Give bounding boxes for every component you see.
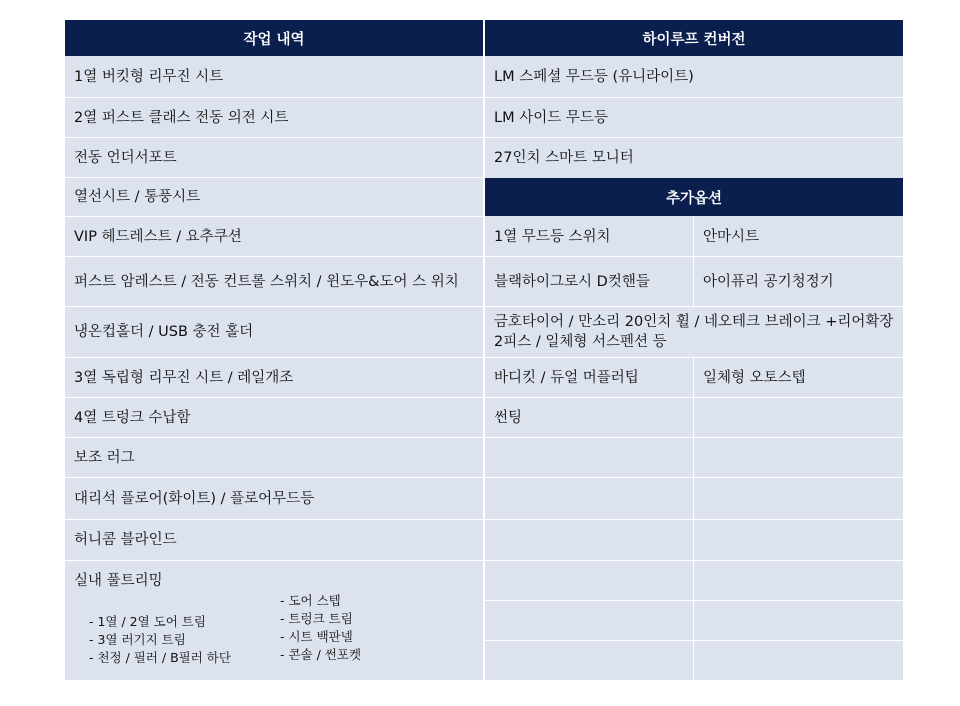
trim-item: - 콘솔 / 썬포켓 bbox=[280, 647, 362, 662]
work-item bbox=[65, 520, 483, 560]
trim-item: - 천정 / 필러 / B필러 하단 bbox=[89, 650, 231, 665]
work-item bbox=[65, 307, 483, 357]
work-item-label: 4열 트렁크 수납함 bbox=[74, 409, 191, 426]
work-list-header-label: 작업 내역 bbox=[243, 31, 305, 48]
work-item bbox=[65, 98, 483, 137]
high-roof-item bbox=[485, 57, 903, 97]
row-divider bbox=[485, 640, 903, 641]
option-label: 안마시트 bbox=[703, 228, 760, 245]
option-item bbox=[485, 217, 693, 256]
trim-item: - 트렁크 트림 bbox=[280, 611, 353, 626]
work-item bbox=[65, 257, 483, 306]
high-roof-item bbox=[485, 98, 903, 137]
high-roof-header-label: 하이루프 컨버전 bbox=[642, 31, 746, 48]
high-roof-header bbox=[485, 20, 903, 56]
trim-item: - 3열 러기지 트림 bbox=[89, 632, 186, 647]
high-roof-item bbox=[485, 138, 903, 178]
work-item-label: 1열 버킷형 리무진 시트 bbox=[74, 69, 224, 85]
work-item-label: 전동 언더서포트 bbox=[74, 149, 177, 166]
trim-item: - 시트 백판넬 bbox=[280, 629, 353, 644]
work-item bbox=[65, 398, 483, 437]
option-item bbox=[694, 358, 903, 397]
spec-table bbox=[65, 20, 903, 680]
high-roof-item-label: LM 스페셜 무드등 (유니라이트) bbox=[494, 69, 694, 85]
work-item bbox=[65, 217, 483, 256]
options-header bbox=[485, 178, 903, 216]
high-roof-item-label: 27인치 스마트 모니터 bbox=[494, 150, 634, 166]
work-item-label: VIP 헤드레스트 / 요추쿠션 bbox=[74, 228, 242, 245]
options-header-label: 추가옵션 bbox=[665, 190, 723, 207]
option-label: 바디킷 / 듀얼 머플러팁 bbox=[494, 369, 639, 386]
option-label: 썬팅 bbox=[494, 409, 523, 426]
row-divider bbox=[485, 477, 903, 478]
work-item-label: 대리석 플로어(화이트) / 플로어무드등 bbox=[74, 490, 315, 507]
high-roof-item-label: LM 사이드 무드등 bbox=[494, 109, 608, 126]
option-item bbox=[694, 217, 903, 256]
work-item bbox=[65, 561, 483, 601]
work-item-label: 냉온컵홀더 / USB 충전 홀더 bbox=[74, 324, 254, 340]
option-item bbox=[485, 257, 693, 306]
work-item bbox=[65, 438, 483, 477]
work-item bbox=[65, 178, 483, 216]
option-label: 블랙하이그로시 D컷핸들 bbox=[494, 273, 650, 290]
work-item bbox=[65, 138, 483, 177]
work-item-label: 2열 퍼스트 클래스 전동 의전 시트 bbox=[74, 109, 289, 126]
work-list-header bbox=[65, 20, 483, 56]
option-label: 일체형 오토스텝 bbox=[703, 369, 806, 386]
row-divider bbox=[485, 600, 903, 601]
trim-item: - 도어 스텝 bbox=[280, 593, 341, 608]
work-item-label: 허니콤 블라인드 bbox=[74, 532, 177, 548]
work-item-label: 퍼스트 암레스트 / 전동 컨트롤 스위치 / 윈도우&도어 스 위치 bbox=[74, 273, 459, 290]
row-divider bbox=[485, 519, 903, 520]
work-item bbox=[65, 478, 483, 519]
option-item bbox=[485, 358, 693, 397]
option-label: 아이퓨리 공기청정기 bbox=[703, 273, 834, 290]
option-item bbox=[694, 257, 903, 306]
trim-list-left bbox=[89, 613, 231, 667]
option-label: 금호타이어 / 만소리 20인치 휠 / 네오테크 브레이크 +리어확장 2피스 / 일체형 서스펜션 등 bbox=[494, 314, 894, 350]
work-item-label: 실내 풀트리밍 bbox=[74, 573, 163, 589]
work-item-label: 보조 러그 bbox=[74, 449, 135, 466]
trim-item: - 1열 / 2열 도어 트림 bbox=[89, 614, 206, 629]
option-item-wide bbox=[485, 307, 903, 357]
row-divider bbox=[485, 437, 903, 438]
work-item-label: 3열 독립형 리무진 시트 / 레일개조 bbox=[74, 369, 294, 386]
option-label: 1열 무드등 스위치 bbox=[494, 228, 611, 245]
trim-list-right bbox=[280, 592, 361, 664]
work-item bbox=[65, 358, 483, 397]
option-item bbox=[694, 398, 903, 437]
row-divider bbox=[485, 560, 903, 561]
work-item bbox=[65, 57, 483, 97]
work-item-label: 열선시트 / 통풍시트 bbox=[74, 189, 201, 205]
option-item bbox=[485, 398, 693, 437]
